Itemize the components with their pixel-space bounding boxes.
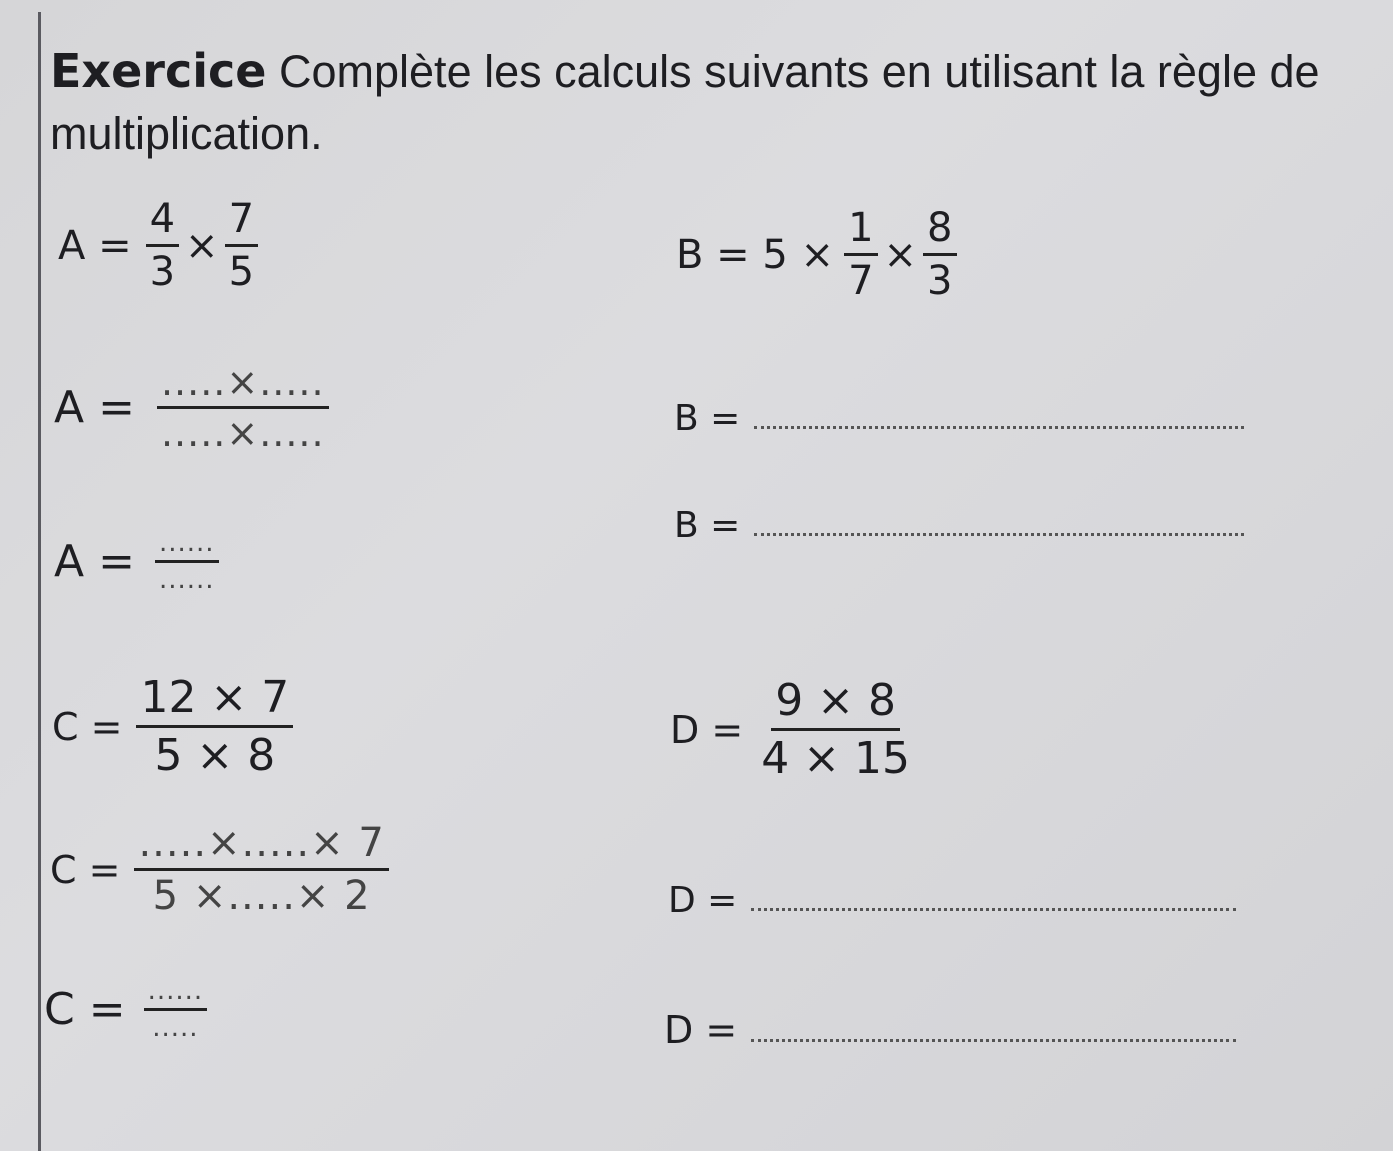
equation-a-lhs: A = xyxy=(54,536,135,587)
denominator: 5 xyxy=(228,249,255,295)
denominator-blank[interactable]: .....×..... xyxy=(160,411,325,455)
numerator-blank[interactable]: ...... xyxy=(155,528,219,563)
denominator-blank[interactable]: 5 ×.....× 2 xyxy=(152,873,371,919)
answer-blank[interactable] xyxy=(754,424,1244,429)
equation-a-given xyxy=(58,196,264,295)
numerator: 8 xyxy=(923,205,956,256)
denominator: 7 xyxy=(848,258,874,304)
denominator: 3 xyxy=(149,249,176,295)
numerator-blank[interactable]: .....×..... xyxy=(157,360,329,409)
denominator: 4 × 15 xyxy=(761,733,911,784)
numerator: 1 xyxy=(844,205,877,256)
numerator: 4 xyxy=(146,196,179,247)
equation-b-given xyxy=(676,205,963,304)
denominator-blank[interactable]: ..... xyxy=(152,1013,199,1043)
equation-c-lhs: C = xyxy=(50,847,121,892)
equation-b-step2 xyxy=(674,505,1244,546)
equation-c-lhs: C = xyxy=(44,984,126,1035)
equation-a-step1 xyxy=(54,360,335,455)
answer-blank[interactable] xyxy=(751,1037,1236,1042)
answer-blank[interactable] xyxy=(751,906,1236,911)
equation-d-lhs: D = xyxy=(664,1008,738,1052)
numerator: 7 xyxy=(225,196,258,247)
equation-c-given xyxy=(52,672,299,781)
equation-d-lhs: D = xyxy=(670,707,744,752)
answer-blank[interactable] xyxy=(754,531,1244,536)
fraction-a-step1 xyxy=(157,360,329,455)
times-sign: × xyxy=(883,231,918,278)
equation-b-lhs: B = xyxy=(674,398,741,439)
fraction-a-second xyxy=(225,196,258,295)
equation-c-step2 xyxy=(44,976,213,1043)
equation-c-lhs: C = xyxy=(52,704,123,749)
equation-d-given xyxy=(670,675,920,784)
equation-d-step1 xyxy=(668,880,1236,921)
equation-b-lhs: B = 5 × xyxy=(676,231,835,278)
exercise-instruction: Complète les calculs suivants en utilisant la règle de multiplication. xyxy=(50,46,1320,159)
equation-b-step1 xyxy=(674,398,1244,439)
fraction-b-first xyxy=(844,205,877,304)
equation-a-lhs: A = xyxy=(54,382,135,433)
margin-line xyxy=(38,12,41,1151)
fraction-c-step1 xyxy=(134,820,388,919)
fraction-d-given xyxy=(757,675,914,784)
exercise-keyword: Exercice xyxy=(50,44,267,98)
exercise-header xyxy=(50,40,1370,165)
fraction-a-step2 xyxy=(155,528,219,595)
denominator: 3 xyxy=(927,258,953,304)
equation-a-lhs: A = xyxy=(58,222,132,269)
equation-c-step1 xyxy=(50,820,395,919)
numerator-blank[interactable]: ...... xyxy=(144,976,208,1011)
denominator: 5 × 8 xyxy=(154,730,276,781)
fraction-b-second xyxy=(923,205,956,304)
equation-d-step2 xyxy=(664,1008,1236,1052)
equation-a-step2 xyxy=(54,528,225,595)
fraction-c-given xyxy=(136,672,293,781)
times-sign: × xyxy=(185,222,219,269)
numerator-blank[interactable]: .....×.....× 7 xyxy=(134,820,388,871)
equation-b-lhs: B = xyxy=(674,505,741,546)
fraction-a-first xyxy=(146,196,179,295)
denominator-blank[interactable]: ...... xyxy=(158,565,215,595)
numerator: 9 × 8 xyxy=(771,675,900,731)
fraction-c-step2 xyxy=(144,976,208,1043)
equation-d-lhs: D = xyxy=(668,880,738,921)
numerator: 12 × 7 xyxy=(136,672,293,728)
